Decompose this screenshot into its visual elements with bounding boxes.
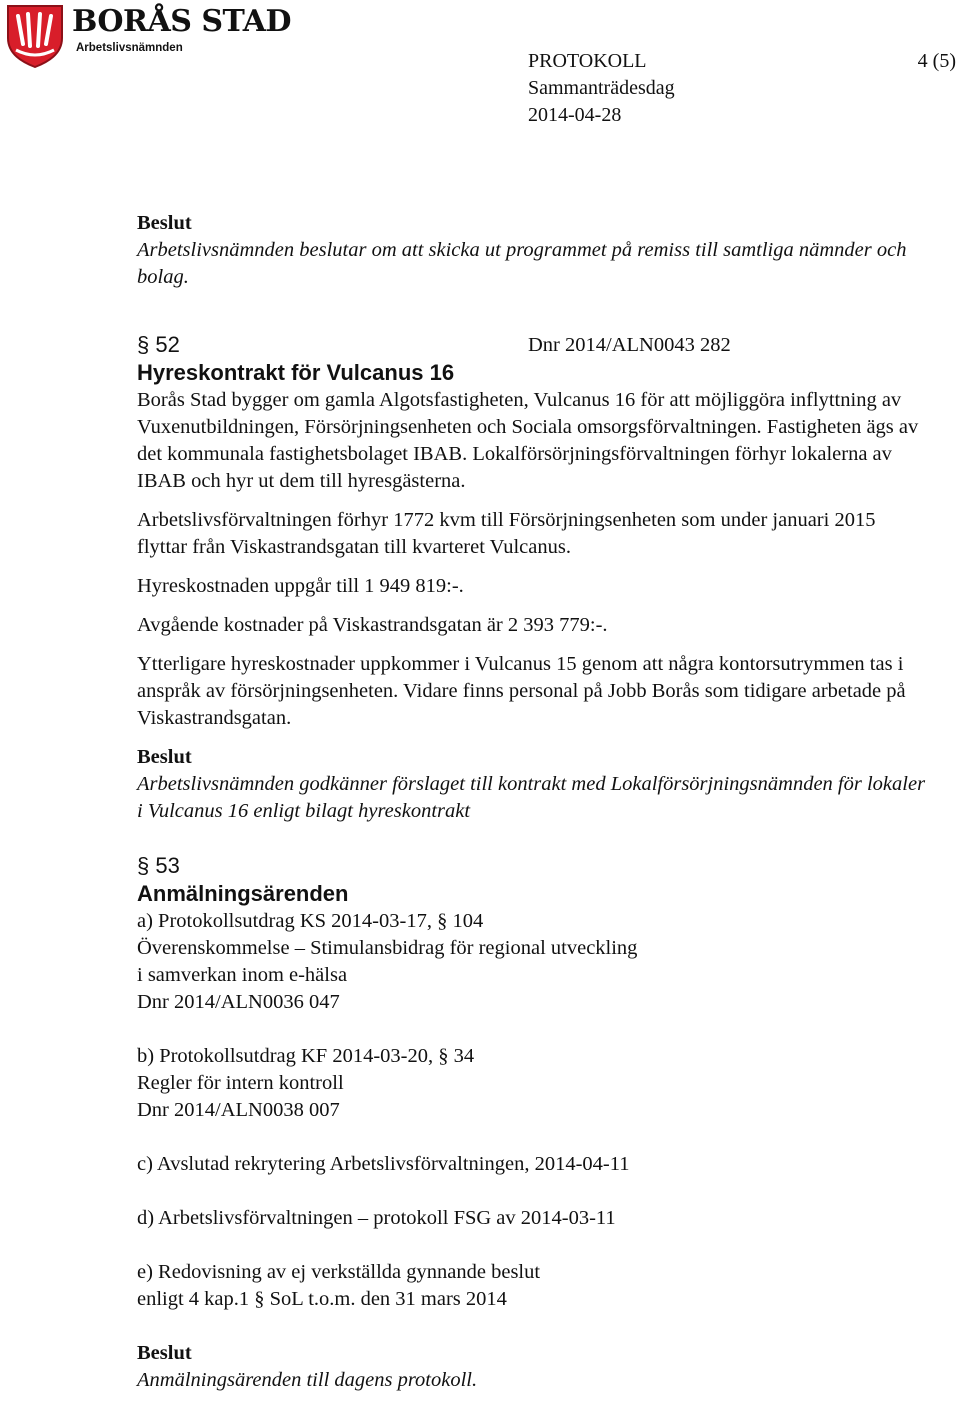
intro-heading: Beslut: [137, 212, 192, 234]
logo: [6, 4, 292, 70]
section-52-title: Hyreskontrakt för Vulcanus 16: [137, 360, 455, 385]
section-52-paragraph-1: Borås Stad bygger om gamla Algotsfastigheten, Vulcanus 16 för att möjliggöra inflyttning av Vuxenutbildningen, Försörjningsenheten och Sociala omsorgsförvaltningen. Fastigheten ägs av det kommunala fastighetsbolaget IBAB. Lokalförsörjningsförvaltningen förhyr lokalerna av IBAB och hyr ut dem till hyresgästerna.: [137, 389, 919, 492]
intro-decision: Arbetslivsnämnden beslutar om att skicka ut programmet på remiss till samtliga nämnder och bolag.: [137, 239, 907, 288]
section-52-paragraph-3: Hyreskostnaden uppgår till 1 949 819:-.: [137, 575, 464, 597]
list-item: [137, 1151, 927, 1178]
list-item: [137, 1259, 927, 1313]
section-53-decision: Anmälningsärenden till dagens protokoll.: [137, 1369, 478, 1391]
item-a-line-4: Dnr 2014/ALN0036 047: [137, 991, 340, 1013]
section-53-title: Anmälningsärenden: [137, 881, 349, 906]
section-52-number: § 52: [137, 332, 180, 357]
meeting-label: Sammanträdesdag: [528, 77, 675, 99]
section-52-paragraph-2: Arbetslivsförvaltningen förhyr 1772 kvm till Försörjningsenheten som under januari 2015 flyttar från Viskastrandsgatan till kvarteret Vulcanus.: [137, 509, 876, 558]
section-53-heading: Beslut: [137, 1342, 192, 1364]
logo-name: BORÅS STAD: [72, 4, 292, 39]
section-52-decision: Arbetslivsnämnden godkänner förslaget till kontrakt med Lokalförsörjningsnämnden för lokaler i Vulcanus 16 enligt bilagt hyreskontrakt: [137, 773, 926, 822]
section-52-paragraph-4: Avgående kostnader på Viskastrandsgatan är 2 393 779:-.: [137, 614, 608, 636]
item-d-line-1: d) Arbetslivsförvaltningen – protokoll FSG av 2014-03-11: [137, 1207, 616, 1229]
item-e-line-2: enligt 4 kap.1 § SoL t.o.m. den 31 mars 2014: [137, 1288, 507, 1310]
section-52-heading: Beslut: [137, 746, 192, 768]
header-block: [528, 48, 675, 129]
item-b-line-2: Regler för intern kontroll: [137, 1072, 344, 1094]
item-e-line-1: e) Redovisning av ej verkställda gynnande beslut: [137, 1261, 541, 1283]
logo-subtitle: Arbetslivsnämnden: [76, 42, 183, 54]
section-52-paragraph-5: Ytterligare hyreskostnader uppkommer i Vulcanus 15 genom att några kontorsutrymmen tas i anspråk av försörjningsenheten. Vidare finns personal på Jobb Borås som tidigare arbetade på Viskastrandsgatan.: [137, 653, 906, 729]
coat-of-arms-icon: [6, 4, 64, 68]
item-c-line-1: c) Avslutad rekrytering Arbetslivsförvaltningen, 2014-04-11: [137, 1153, 630, 1175]
section-53-number: § 53: [137, 853, 180, 878]
doc-type: PROTOKOLL: [528, 50, 647, 72]
section-52-dnr: Dnr 2014/ALN0043 282: [528, 334, 731, 356]
meeting-date: 2014-04-28: [528, 104, 622, 126]
section-53-header: [137, 852, 927, 880]
item-b-line-3: Dnr 2014/ALN0038 007: [137, 1099, 340, 1121]
item-a-line-2: Överenskommelse – Stimulansbidrag för regional utveckling: [137, 937, 638, 959]
section-52-header: [137, 331, 927, 359]
item-b-line-1: b) Protokollsutdrag KF 2014-03-20, § 34: [137, 1045, 475, 1067]
list-item: [137, 908, 927, 1016]
list-item: [137, 1205, 927, 1232]
page-number: 4 (5): [917, 50, 956, 72]
list-item: [137, 1043, 927, 1124]
document-body: [137, 210, 927, 1394]
item-a-line-3: i samverkan inom e-hälsa: [137, 964, 348, 986]
item-a-line-1: a) Protokollsutdrag KS 2014-03-17, § 104: [137, 910, 484, 932]
